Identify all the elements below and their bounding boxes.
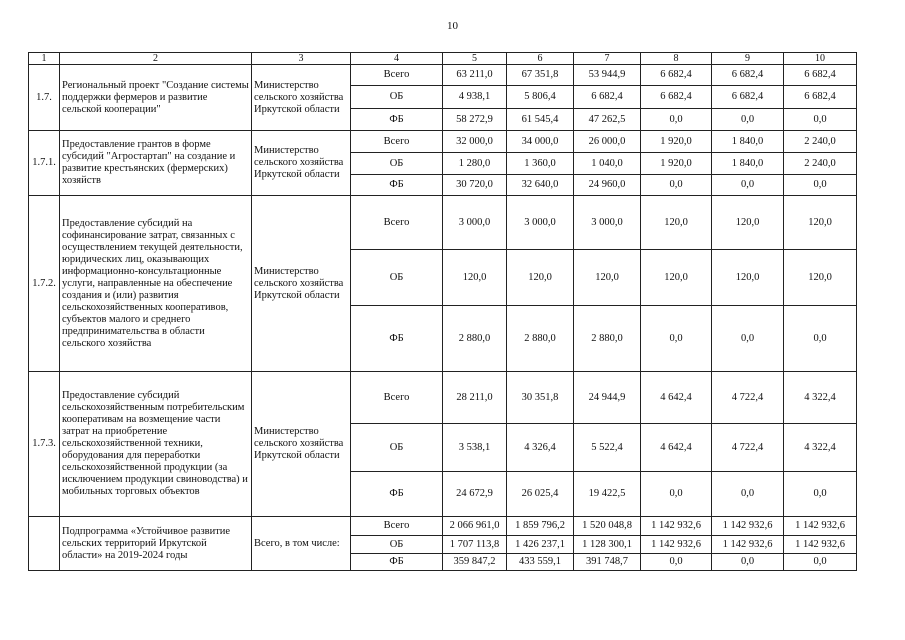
amount-cell: 32 000,0 bbox=[443, 131, 507, 153]
amount-cell: 19 422,5 bbox=[574, 472, 641, 517]
amount-cell: 1 142 932,6 bbox=[712, 517, 784, 536]
header-cell: 9 bbox=[712, 53, 784, 65]
amount-cell: 120,0 bbox=[443, 250, 507, 306]
table-row bbox=[29, 196, 857, 250]
amount-cell: 2 880,0 bbox=[507, 306, 574, 372]
amount-cell: 47 262,5 bbox=[574, 109, 641, 131]
amount-cell: 0,0 bbox=[641, 306, 712, 372]
item-code: 1.7.3. bbox=[29, 372, 60, 517]
header-cell: 7 bbox=[574, 53, 641, 65]
table-row bbox=[29, 517, 857, 536]
amount-cell: 120,0 bbox=[641, 196, 712, 250]
funding-source: ОБ bbox=[351, 153, 443, 175]
funding-source: ФБ bbox=[351, 554, 443, 571]
amount-cell: 0,0 bbox=[641, 175, 712, 196]
amount-cell: 1 840,0 bbox=[712, 131, 784, 153]
funding-source: ОБ bbox=[351, 424, 443, 472]
amount-cell: 4 938,1 bbox=[443, 86, 507, 109]
amount-cell: 1 520 048,8 bbox=[574, 517, 641, 536]
amount-cell: 1 360,0 bbox=[507, 153, 574, 175]
item-code: 1.7.1. bbox=[29, 131, 60, 196]
item-code bbox=[29, 517, 60, 571]
amount-cell: 4 722,4 bbox=[712, 424, 784, 472]
header-cell: 8 bbox=[641, 53, 712, 65]
amount-cell: 30 351,8 bbox=[507, 372, 574, 424]
funding-source: ФБ bbox=[351, 472, 443, 517]
item-code: 1.7.2. bbox=[29, 196, 60, 372]
responsible-org: Министерство сельского хозяйства Иркутской области bbox=[252, 65, 351, 131]
amount-cell: 4 322,4 bbox=[784, 424, 857, 472]
amount-cell: 58 272,9 bbox=[443, 109, 507, 131]
amount-cell: 1 142 932,6 bbox=[712, 536, 784, 554]
item-description: Подпрограмма «Устойчивое развитие сельских территорий Иркутской области» на 2019-2024 годы bbox=[60, 517, 252, 571]
page-number: 10 bbox=[447, 20, 458, 32]
amount-cell: 391 748,7 bbox=[574, 554, 641, 571]
amount-cell: 120,0 bbox=[507, 250, 574, 306]
responsible-org: Всего, в том числе: bbox=[252, 517, 351, 571]
amount-cell: 30 720,0 bbox=[443, 175, 507, 196]
amount-cell: 2 066 961,0 bbox=[443, 517, 507, 536]
amount-cell: 1 920,0 bbox=[641, 153, 712, 175]
table-row bbox=[29, 131, 857, 153]
amount-cell: 1 859 796,2 bbox=[507, 517, 574, 536]
budget-table bbox=[28, 52, 857, 571]
amount-cell: 2 240,0 bbox=[784, 153, 857, 175]
amount-cell: 1 280,0 bbox=[443, 153, 507, 175]
table-row bbox=[29, 372, 857, 424]
amount-cell: 5 806,4 bbox=[507, 86, 574, 109]
amount-cell: 120,0 bbox=[712, 196, 784, 250]
amount-cell: 1 426 237,1 bbox=[507, 536, 574, 554]
amount-cell: 67 351,8 bbox=[507, 65, 574, 86]
funding-source: ФБ bbox=[351, 306, 443, 372]
amount-cell: 4 642,4 bbox=[641, 424, 712, 472]
amount-cell: 120,0 bbox=[784, 250, 857, 306]
amount-cell: 6 682,4 bbox=[641, 86, 712, 109]
amount-cell: 1 128 300,1 bbox=[574, 536, 641, 554]
amount-cell: 3 000,0 bbox=[507, 196, 574, 250]
amount-cell: 359 847,2 bbox=[443, 554, 507, 571]
table-row bbox=[29, 65, 857, 86]
amount-cell: 24 960,0 bbox=[574, 175, 641, 196]
amount-cell: 0,0 bbox=[712, 175, 784, 196]
amount-cell: 4 642,4 bbox=[641, 372, 712, 424]
amount-cell: 2 240,0 bbox=[784, 131, 857, 153]
header-cell: 2 bbox=[60, 53, 252, 65]
amount-cell: 6 682,4 bbox=[784, 86, 857, 109]
funding-source: Всего bbox=[351, 517, 443, 536]
header-cell: 10 bbox=[784, 53, 857, 65]
amount-cell: 4 322,4 bbox=[784, 372, 857, 424]
amount-cell: 6 682,4 bbox=[784, 65, 857, 86]
funding-source: Всего bbox=[351, 372, 443, 424]
amount-cell: 1 142 932,6 bbox=[784, 517, 857, 536]
amount-cell: 6 682,4 bbox=[641, 65, 712, 86]
responsible-org: Министерство сельского хозяйства Иркутской области bbox=[252, 131, 351, 196]
header-cell: 4 bbox=[351, 53, 443, 65]
item-description: Предоставление субсидий на софинансирование затрат, связанных с осуществлением текущей деятельности, юридических лиц, оказывающих информационно-консультационные услуги, направленные на обеспечение создания и (или) развития сельскохозяйственных кооперативов, субъектов малого и среднего предпринимательства в области сельского хозяйства bbox=[60, 196, 252, 372]
amount-cell: 6 682,4 bbox=[712, 65, 784, 86]
amount-cell: 2 880,0 bbox=[443, 306, 507, 372]
amount-cell: 1 142 932,6 bbox=[641, 536, 712, 554]
amount-cell: 3 000,0 bbox=[574, 196, 641, 250]
funding-source: Всего bbox=[351, 131, 443, 153]
funding-source: Всего bbox=[351, 196, 443, 250]
amount-cell: 120,0 bbox=[784, 196, 857, 250]
amount-cell: 1 142 932,6 bbox=[784, 536, 857, 554]
responsible-org: Министерство сельского хозяйства Иркутской области bbox=[252, 372, 351, 517]
funding-source: ОБ bbox=[351, 536, 443, 554]
amount-cell: 0,0 bbox=[784, 175, 857, 196]
amount-cell: 0,0 bbox=[641, 109, 712, 131]
amount-cell: 2 880,0 bbox=[574, 306, 641, 372]
item-code: 1.7. bbox=[29, 65, 60, 131]
responsible-org: Министерство сельского хозяйства Иркутской области bbox=[252, 196, 351, 372]
amount-cell: 0,0 bbox=[712, 109, 784, 131]
funding-source: ФБ bbox=[351, 175, 443, 196]
item-description: Предоставление субсидий сельскохозяйственным потребительским кооперативам на возмещение части затрат на приобретение сельскохозяйственной техники, оборудования для переработки сельскохозяйственной продукции (за исключением продукции свиноводства) и мобильных торговых объектов bbox=[60, 372, 252, 517]
amount-cell: 26 000,0 bbox=[574, 131, 641, 153]
amount-cell: 0,0 bbox=[641, 554, 712, 571]
amount-cell: 63 211,0 bbox=[443, 65, 507, 86]
funding-source: ОБ bbox=[351, 86, 443, 109]
item-description: Региональный проект "Создание системы поддержки фермеров и развитие сельской кооперации" bbox=[60, 65, 252, 131]
amount-cell: 0,0 bbox=[784, 554, 857, 571]
header-cell: 6 bbox=[507, 53, 574, 65]
amount-cell: 4 722,4 bbox=[712, 372, 784, 424]
amount-cell: 0,0 bbox=[712, 554, 784, 571]
amount-cell: 3 538,1 bbox=[443, 424, 507, 472]
funding-source: ОБ bbox=[351, 250, 443, 306]
amount-cell: 61 545,4 bbox=[507, 109, 574, 131]
amount-cell: 120,0 bbox=[574, 250, 641, 306]
amount-cell: 6 682,4 bbox=[574, 86, 641, 109]
amount-cell: 0,0 bbox=[712, 472, 784, 517]
amount-cell: 32 640,0 bbox=[507, 175, 574, 196]
amount-cell: 0,0 bbox=[641, 472, 712, 517]
amount-cell: 1 920,0 bbox=[641, 131, 712, 153]
amount-cell: 1 040,0 bbox=[574, 153, 641, 175]
item-description: Предоставление грантов в форме субсидий "Агростартап" на создание и развитие крестьянских (фермерских) хозяйств bbox=[60, 131, 252, 196]
amount-cell: 4 326,4 bbox=[507, 424, 574, 472]
amount-cell: 3 000,0 bbox=[443, 196, 507, 250]
amount-cell: 0,0 bbox=[712, 306, 784, 372]
amount-cell: 1 840,0 bbox=[712, 153, 784, 175]
amount-cell: 1 142 932,6 bbox=[641, 517, 712, 536]
amount-cell: 6 682,4 bbox=[712, 86, 784, 109]
amount-cell: 24 672,9 bbox=[443, 472, 507, 517]
header-row bbox=[29, 53, 857, 65]
funding-source: ФБ bbox=[351, 109, 443, 131]
funding-source: Всего bbox=[351, 65, 443, 86]
amount-cell: 53 944,9 bbox=[574, 65, 641, 86]
table-body bbox=[29, 53, 857, 571]
amount-cell: 120,0 bbox=[641, 250, 712, 306]
amount-cell: 0,0 bbox=[784, 306, 857, 372]
amount-cell: 34 000,0 bbox=[507, 131, 574, 153]
amount-cell: 1 707 113,8 bbox=[443, 536, 507, 554]
header-cell: 1 bbox=[29, 53, 60, 65]
amount-cell: 24 944,9 bbox=[574, 372, 641, 424]
header-cell: 3 bbox=[252, 53, 351, 65]
amount-cell: 120,0 bbox=[712, 250, 784, 306]
amount-cell: 0,0 bbox=[784, 109, 857, 131]
amount-cell: 5 522,4 bbox=[574, 424, 641, 472]
amount-cell: 433 559,1 bbox=[507, 554, 574, 571]
header-cell: 5 bbox=[443, 53, 507, 65]
amount-cell: 0,0 bbox=[784, 472, 857, 517]
amount-cell: 28 211,0 bbox=[443, 372, 507, 424]
amount-cell: 26 025,4 bbox=[507, 472, 574, 517]
